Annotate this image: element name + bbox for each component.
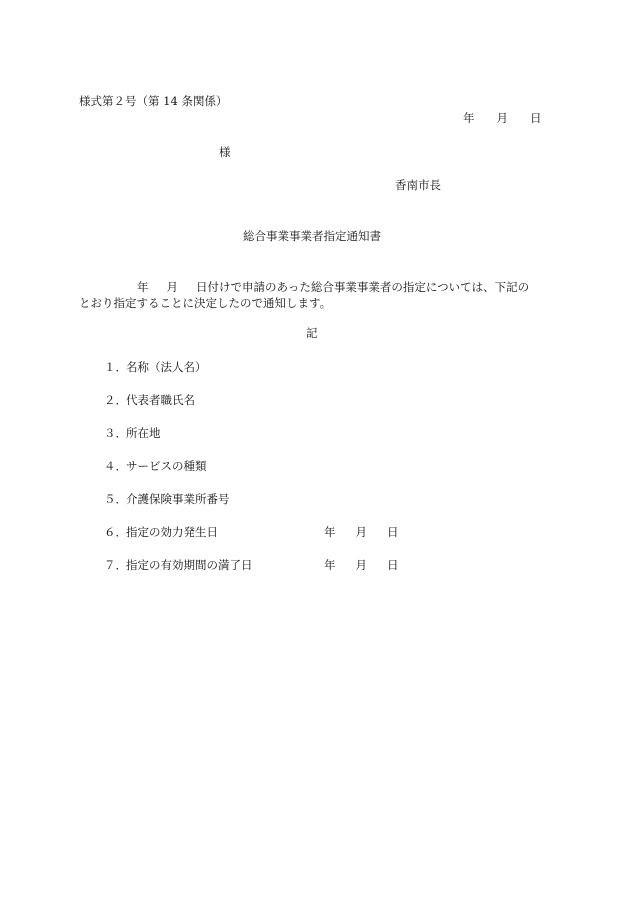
item-label: サービスの種類 [126, 459, 207, 473]
notice-body-line-2: とおり指定することに決定したので通知します。 [79, 296, 332, 310]
item-number: ３． [104, 426, 127, 440]
item-number: ６． [104, 525, 127, 539]
expiry-day-label: 日 [387, 558, 399, 572]
item-label: 介護保険事業所番号 [126, 492, 230, 506]
date-month-label: 月 [496, 111, 508, 125]
body-line1-text: 日付けで申請のあった総合事業事業者の指定については、下記の [196, 280, 530, 294]
item-number: ５． [104, 492, 127, 506]
issuer-name: 香南市長 [395, 178, 441, 192]
expiry-year-label: 年 [324, 558, 336, 572]
effective-year-label: 年 [324, 525, 336, 539]
date-year-label: 年 [463, 111, 475, 125]
item-label: 名称（法人名） [126, 360, 207, 374]
item-number: ４． [104, 459, 127, 473]
item-name [104, 362, 207, 374]
item-label: 指定の効力発生日 [126, 525, 218, 539]
item-representative [104, 395, 195, 407]
effective-month-label: 月 [355, 525, 367, 539]
document-title: 総合事業事業者指定通知書 [243, 229, 381, 243]
notice-body-line-1 [79, 279, 551, 295]
recipient-suffix: 様 [219, 145, 231, 159]
body-year-label: 年 [137, 280, 149, 294]
form-number: 様式第２号（第 14 条関係） [79, 94, 228, 108]
item-number: １． [104, 360, 127, 374]
item-label: 代表者職氏名 [126, 393, 195, 407]
body-month-label: 月 [166, 280, 178, 294]
item-number: ２． [104, 393, 127, 407]
item-expiry-date [104, 560, 253, 572]
item-address [104, 428, 161, 440]
issue-date [463, 113, 542, 125]
effective-date-fields [324, 527, 399, 539]
expiry-date-fields [324, 560, 399, 572]
item-effective-date [104, 527, 218, 539]
notice-body [79, 279, 551, 311]
date-day-label: 日 [530, 111, 542, 125]
ki-heading: 記 [306, 326, 318, 340]
item-label: 所在地 [126, 426, 161, 440]
item-number: ７． [104, 558, 127, 572]
expiry-month-label: 月 [355, 558, 367, 572]
item-service-type [104, 461, 207, 473]
effective-day-label: 日 [387, 525, 399, 539]
item-label: 指定の有効期間の満了日 [126, 558, 253, 572]
item-office-number [104, 494, 230, 506]
